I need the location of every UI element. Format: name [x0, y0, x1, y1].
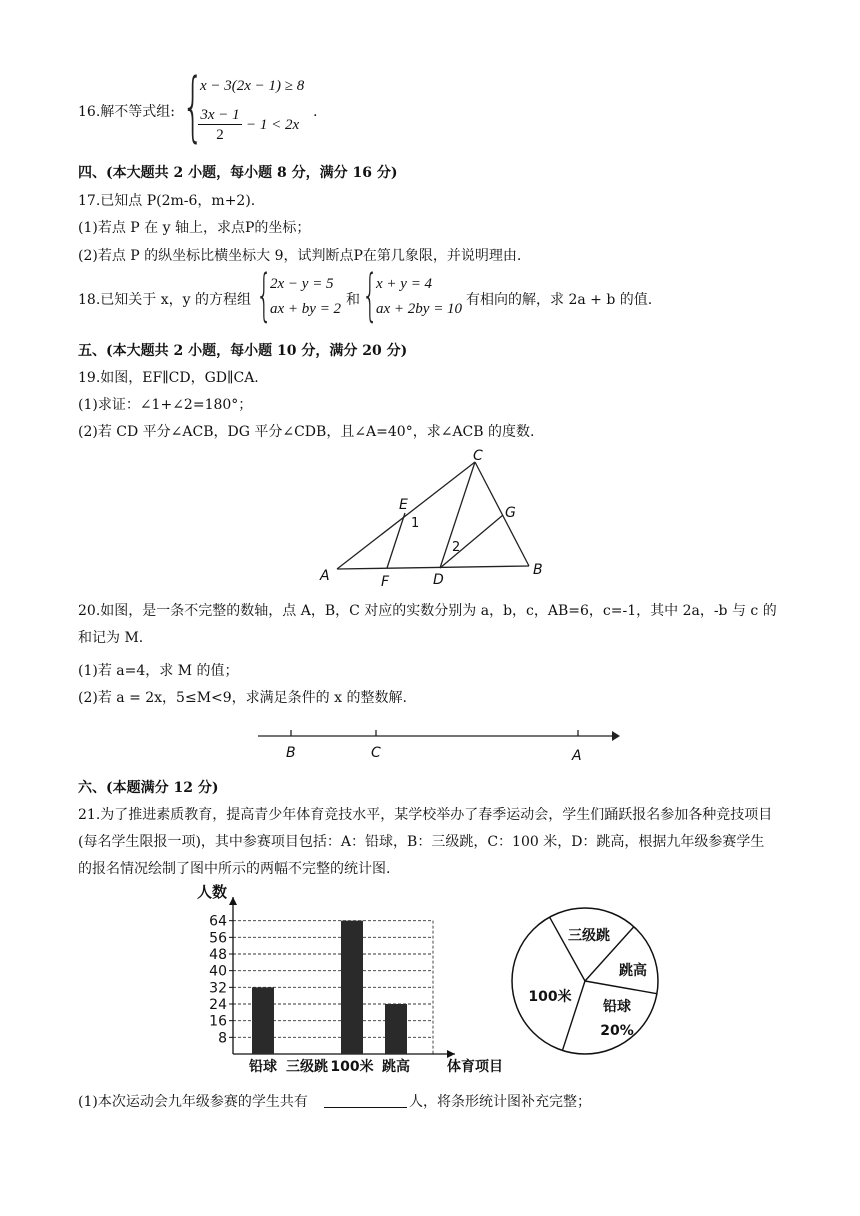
q16-label: 16.解不等式组: [78, 104, 175, 120]
bar-3 [385, 1004, 407, 1054]
y-tick-label: 64 [209, 913, 227, 930]
x-tick-label: 三级跳 [286, 1059, 328, 1075]
y-tick-label: 48 [209, 947, 227, 963]
q19-part1: (1)求证：∠1+∠2=180°； [78, 397, 253, 413]
q18-sys2-eq1: x + y = 4 [376, 276, 433, 292]
label-a: A [320, 568, 330, 584]
q21-answer-blank[interactable] [324, 1092, 407, 1108]
q18-brace-1: { [256, 263, 273, 328]
q18-and: 和 [346, 292, 360, 308]
q20-part1: (1)若 a=4，求 M 的值； [78, 663, 239, 679]
label-d: D [433, 572, 444, 588]
q20-stem: 20.如图，是一条不完整的数轴，点 A，B，C 对应的实数分别为 a，b，c，AB=6，c=-1，其中 2a，-b 与 c 的和记为 M. [78, 603, 777, 646]
section-4-title: 四、(本大题共 2 小题，每小题 8 分，满分 16 分) [78, 165, 398, 181]
q16-frac-num: 3x − 1 [198, 106, 242, 125]
q16-eq1: x − 3(2x − 1) ≥ 8 [200, 78, 305, 94]
pie-label: 100米 [528, 989, 572, 1005]
y-axis-title: 人数 [197, 883, 228, 901]
x-tick-label: 铅球 [249, 1059, 277, 1075]
q21-pie-chart [505, 893, 675, 1073]
segment-ef [387, 513, 405, 568]
q21-part1-text: (1)本次运动会九年级参赛的学生共有 [78, 1094, 308, 1110]
pie-label: 铅球 [603, 999, 631, 1015]
axis-label-b: B [286, 745, 296, 761]
side-ab [337, 566, 529, 569]
y-tick-label: 56 [209, 930, 227, 947]
x-tick-label: 100米 [330, 1059, 374, 1075]
pie-annotation: 20% [600, 1023, 634, 1039]
label-b: B [533, 562, 543, 578]
label-g: G [505, 505, 516, 521]
segment-dg [440, 515, 503, 568]
q19-triangle-figure [0, 440, 860, 590]
q18-suffix: 有相向的解，求 2a + b 的值. [466, 292, 653, 308]
q19-stem: 19.如图，EF∥CD，GD∥CA. [78, 370, 259, 386]
bar-2 [341, 921, 363, 1054]
q20-number-line [0, 722, 860, 772]
section-5-title: 五、(本大题共 2 小题，每小题 10 分，满分 20 分) [78, 343, 408, 359]
x-tick-label: 跳高 [382, 1059, 410, 1075]
section-6-title: 六、(本题满分 12 分) [78, 780, 219, 796]
q21-bar-chart [185, 883, 525, 1083]
axis-label-a: A [572, 748, 582, 764]
label-f: F [381, 574, 390, 590]
q19-part2: (2)若 CD 平分∠ACB，DG 平分∠CDB，且∠A=40°，求∠ACB 的度数. [78, 424, 535, 440]
angle-1-label: 1 [411, 516, 420, 531]
q16-eq2: − 1 < 2x [246, 117, 300, 133]
x-axis-arrow [447, 1050, 455, 1058]
axis-label-c: C [371, 745, 381, 761]
q17-part2: (2)若点 P 的纵坐标比横坐标大 9，试判断点P在第几象限，并说明理由. [78, 248, 522, 264]
y-tick-label: 16 [209, 1013, 227, 1030]
q16-frac [198, 106, 242, 145]
side-cb [475, 462, 529, 566]
x-axis-title: 体育项目 [447, 1059, 503, 1075]
q21-stem: 21.为了推进素质教育，提高青少年体育竞技水平，某学校举办了春季运动会，学生们踊跃报名参加各种竞技项目(每名学生限报一项)，其中参赛项目包括：A：铅球，B：三级跳，C：100 米，D：跳高，根据九年级参赛学生的报名情况绘制了图中所示的两幅不完整的统计图. [78, 807, 773, 877]
q18-sys2-eq2: ax + 2by = 10 [376, 301, 463, 317]
label-c: C [473, 448, 483, 464]
bar-0 [252, 987, 274, 1054]
q18-prefix: 18.已知关于 x，y 的方程组 [78, 292, 251, 308]
q16-end: . [313, 104, 318, 120]
label-e: E [399, 497, 408, 513]
angle-2-label: 2 [452, 540, 461, 555]
y-axis-arrow [229, 897, 237, 905]
q18-brace-2: { [362, 263, 379, 328]
y-tick-label: 32 [209, 980, 227, 997]
q16-brace: { [182, 61, 204, 150]
q20-part2: (2)若 a = 2x，5≤M<9，求满足条件的 x 的整数解. [78, 690, 407, 706]
q18-sys1-eq2: ax + by = 2 [270, 301, 342, 317]
q17-part1: (1)若点 P 在 y 轴上，求点P的坐标； [78, 220, 311, 236]
q21-part1-text-2: 人，将条形统计图补充完整； [409, 1094, 591, 1110]
axis-arrow [612, 731, 620, 741]
y-tick-label: 40 [209, 963, 227, 980]
q18-sys1-eq1: 2x − y = 5 [270, 276, 334, 292]
y-tick-label: 8 [218, 1030, 227, 1047]
q16-frac-den: 2 [216, 127, 224, 143]
pie-label: 跳高 [619, 963, 647, 979]
pie-label: 三级跳 [568, 928, 610, 944]
y-tick-label: 24 [209, 997, 227, 1013]
q17-stem: 17.已知点 P(2m-6，m+2). [78, 193, 256, 209]
